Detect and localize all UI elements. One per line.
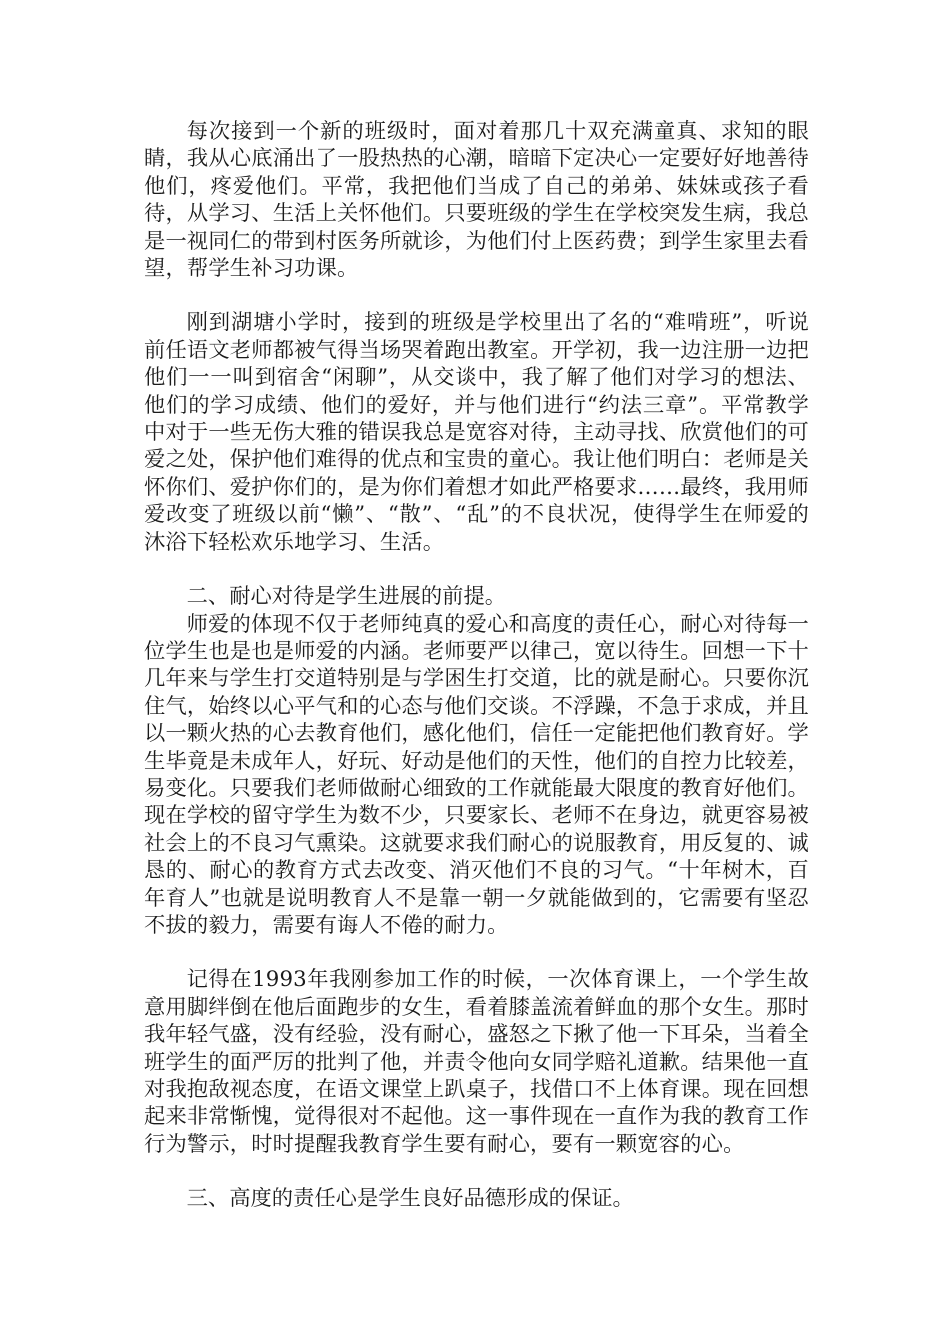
paragraph-hutang-school: 刚到湖塘小学时，接到的班级是学校里出了名的“难啃班”，听说前任语文老师都被气得当场哭着跑出教室。开学初，我一边注册一边把他们一一叫到宿舍“闲聊”，从交谈中，我了解了他们对学习的想法、他们的学习成绩、他们的爱好，并与他们进行“约法三章”。平常教学中对于一些无伤大雅的错误我总是宽容对待，主动寻找、欣赏他们的可爱之处，保护他们难得的优点和宝贵的童心。我让他们明白：老师是关怀你们、爱护你们的，是为你们着想才如此严格要求……最终，我用师爱改变了班级以前“懒”、“散”、“乱”的不良状况，使得学生在师爱的沐浴下轻松欢乐地学习、生活。 bbox=[144, 310, 809, 555]
section-heading-patience: 二、耐心对待是学生进展的前提。 bbox=[186, 584, 507, 610]
paragraph-1993-memory: 记得在1993年我刚参加工作的时候，一次体育课上，一个学生故意用脚绊倒在他后面跑步的女生，看着膝盖流着鲜血的那个女生。那时我年轻气盛，没有经验，没有耐心，盛怒之下揪了他一下耳朵，当着全班学生的面严厉的批判了他，并责令他向女同学赔礼道歉。结果他一直对我抱敌视态度，在语文课堂上趴桌子，找借口不上体育课。现在回想起来非常惭愧，觉得很对不起他。这一事件现在一直作为我的教育工作行为警示，时时提醒我教育学生要有耐心，要有一颗宽容的心。 bbox=[144, 967, 809, 1157]
paragraph-caring-students: 每次接到一个新的班级时，面对着那几十双充满童真、求知的眼睛，我从心底涌出了一股热热的心潮，暗暗下定决心一定要好好地善待他们，疼爱他们。平常，我把他们当成了自己的弟弟、妹妹或孩子看待，从学习、生活上关怀他们。只要班级的学生在学校突发生病，我总是一视同仁的带到村医务所就诊，为他们付上医药费；到学生家里去看望，帮学生补习功课。 bbox=[144, 119, 809, 282]
section-heading-responsibility: 三、高度的责任心是学生良好品德形成的保证。 bbox=[186, 1186, 634, 1212]
paragraph-patience: 师爱的体现不仅于老师纯真的爱心和高度的责任心，耐心对待每一位学生也是也是师爱的内涵。老师要严以律己，宽以待生。回想一下十几年来与学生打交道特别是与学困生打交道，比的就是耐心。只要你沉住气，始终以心平气和的心态与他们交谈。不浮躁，不急于求成，并且以一颗火热的心去教育他们，感化他们，信任一定能把他们教育好。学生毕竟是未成年人，好玩、好动是他们的天性，他们的自控力比较差，易变化。只要我们老师做耐心细致的工作就能最大限度的教育好他们。现在学校的留守学生为数不少，只要家长、老师不在身边，就更容易被社会上的不良习气熏染。这就要求我们耐心的说服教育，用反复的、诚恳的、耐心的教育方式去改变、消灭他们不良的习气。“十年树木，百年育人”也就是说明教育人不是靠一朝一夕就能做到的，它需要有坚忍不拔的毅力，需要有诲人不倦的耐力。 bbox=[144, 611, 809, 938]
document-page bbox=[144, 118, 809, 1213]
